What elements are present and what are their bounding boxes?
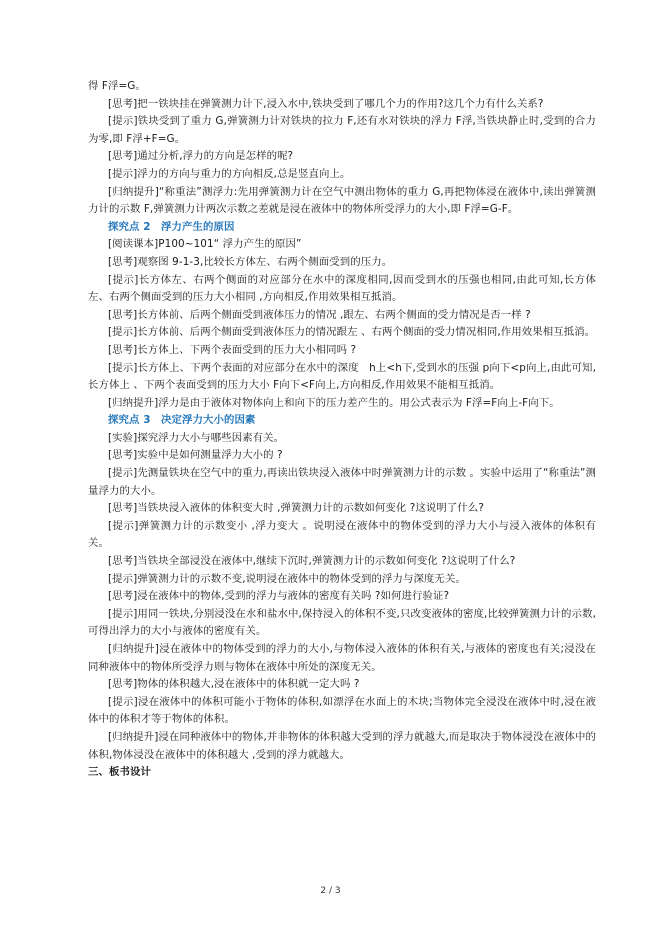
body-paragraph: [归纳提升]浸在同种液体中的物体,并非物体的体积越大受到的浮力就越大,而是取决于物体浸没在液体中的体积,物体浸没在液体中的体积越大 ,受到的浮力就越大。	[88, 730, 596, 761]
body-paragraph: [提示]长方体左、右两个侧面的对应部分在水中的深度相同,因而受到水的压强也相同,由此可知,长方体左、右两个侧面受到的压力大小相同 ,方向相反,作用效果相互抵消。	[88, 273, 596, 304]
body-paragraph: [提示]铁块受到了重力 G,弹簧测力计对铁块的拉力 F,还有水对铁块的浮力 F浮,当铁块静止时,受到的合力为零,即 F浮+F=G。	[88, 115, 596, 145]
body-paragraph: [思考]观察图 9-1-3,比较长方体左、右两个侧面受到的压力。	[108, 255, 393, 268]
body-paragraph: [思考]把一铁块挂在弹簧测力计下,浸入水中,铁块受到了哪几个力的作用?这几个力有什么关系?	[108, 97, 544, 110]
body-paragraph: [提示]长方体前、后两个侧面受到液体压力的情况跟左 、右两个侧面的受力情况相同,作用效果相互抵消。	[108, 326, 596, 339]
section-heading: 探究点 3 决定浮力大小的因素	[108, 414, 256, 427]
body-paragraph: [思考]浸在液体中的物体,受到的浮力与液体的密度有关吗 ?如何进行验证?	[108, 590, 450, 603]
body-paragraph: [思考]长方体上、下两个表面受到的压力大小相同吗 ?	[108, 343, 357, 356]
body-paragraph: [思考]长方体前、后两个侧面受到液体压力的情况 ,跟左、右两个侧面的受力情况是否一样 ?	[108, 308, 531, 321]
body-paragraph: [提示]用同一铁块,分别浸没在水和盐水中,保持浸入的体积不变,只改变液体的密度,比较弹簧测力计的示数,可得出浮力的大小与液体的密度有关。	[88, 607, 596, 638]
page-number: 2 / 3	[320, 886, 341, 896]
body-paragraph: [归纳提升]浸在液体中的物体受到的浮力的大小,与物体浸入液体的体积有关,与液体的密度也有关;浸没在同种液体中的物体所受浮力则与物体在液体中所处的深度无关。	[88, 643, 596, 673]
section-heading: 探究点 2 浮力产生的原因	[108, 220, 235, 233]
body-paragraph: [实验]探究浮力大小与哪些因素有关。	[108, 431, 285, 444]
body-paragraph: [提示]弹簧测力计的示数不变,说明浸在液体中的物体受到的浮力与深度无关。	[108, 572, 466, 585]
body-paragraph: 得 F浮=G。	[88, 80, 146, 92]
body-paragraph: [提示]长方体上、下两个表面的对应部分在水中的深度 h上<h下,受到水的压强 p向下<p向上,由此可知,长方体上 、下两个表面受到的压力大小 F向下<F向上,方向相反,作用效果不能相互抵消。	[88, 361, 596, 392]
body-paragraph: [阅读课本]P100~101“ 浮力产生的原因”	[108, 238, 302, 251]
body-paragraph: [归纳提升]浮力是由于液体对物体向上和向下的压力差产生的。用公式表示为 F浮=F向上-F向下。	[108, 396, 560, 409]
section-title: 三、板书设计	[88, 766, 151, 779]
body-paragraph: [提示]弹簧测力计的示数变小 ,浮力变大 。说明浸在液体中的物体受到的浮力大小与浸入液体的体积有关。	[88, 519, 596, 550]
body-paragraph: [思考]通过分析,浮力的方向是怎样的呢?	[108, 150, 294, 163]
body-paragraph: [思考]实验中是如何测量浮力大小的 ?	[108, 449, 283, 462]
body-paragraph: [提示]浸在液体中的体积可能小于物体的体积,如漂浮在水面上的木块;当物体完全浸没在液体中时,浸在液体中的体积才等于物体的体积。	[88, 695, 596, 726]
body-paragraph: [提示]浮力的方向与重力的方向相反,总是竖直向上。	[108, 167, 351, 180]
body-paragraph: [提示]先测量铁块在空气中的重力,再读出铁块浸入液体中时弹簧测力计的示数 。实验中运用了“称重法”测量浮力的大小。	[88, 467, 596, 497]
body-paragraph: [思考]物体的体积越大,浸在液体中的体积就一定大吗 ?	[108, 678, 360, 691]
body-paragraph: [思考]当铁块浸入液体的体积变大时 ,弹簧测力计的示数如何变化 ?这说明了什么?	[108, 502, 484, 515]
body-paragraph: [思考]当铁块全部浸没在液体中,继续下沉时,弹簧测力计的示数如何变化 ?这说明了什么?	[108, 555, 516, 568]
page-body	[88, 78, 596, 782]
body-paragraph: [归纳提升]“称重法”测浮力:先用弹簧测力计在空气中测出物体的重力 G,再把物体浸在液体中,读出弹簧测力计的示数 F,弹簧测力计两次示数之差就是浸在液体中的物体所受浮力的大小,即 F浮=G-F。	[88, 185, 596, 216]
